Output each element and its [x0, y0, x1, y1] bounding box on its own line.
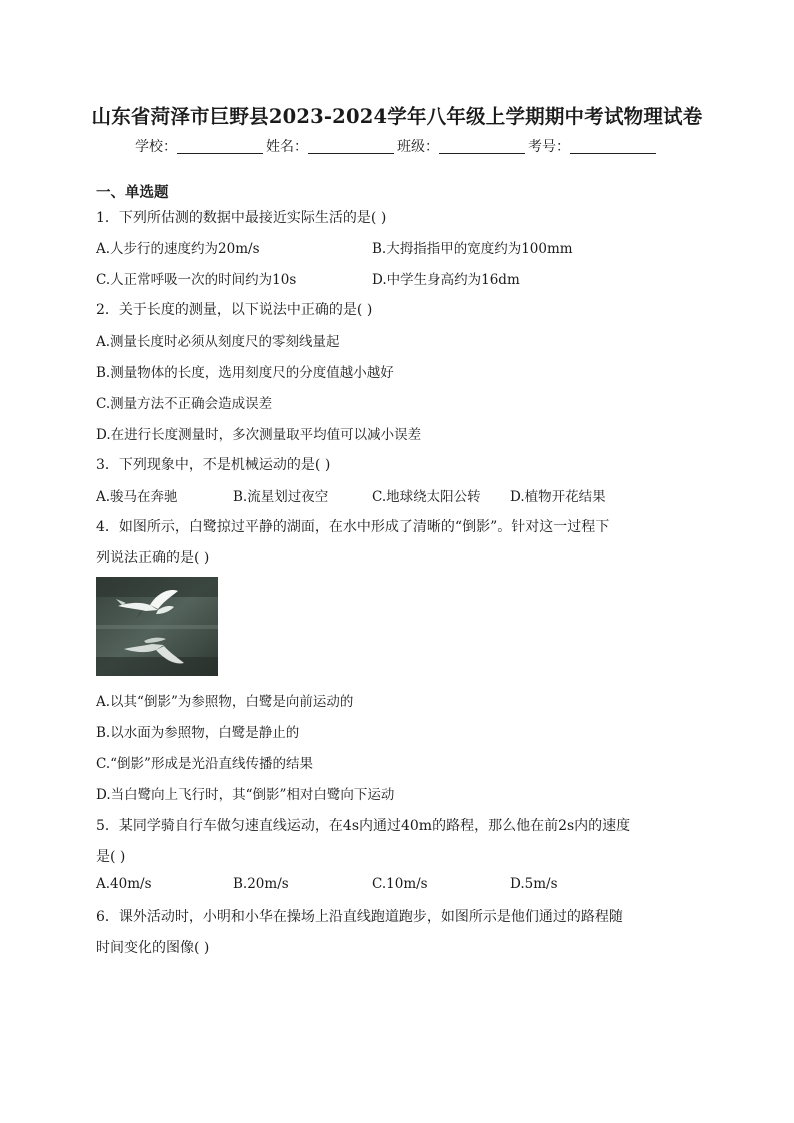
question-3-option-a: A.骏马在奔驰 [96, 489, 178, 505]
question-5-stem-line-2: 是( ) [96, 849, 126, 865]
question-1-option-b: B.大拇指指甲的宽度约为100mm [372, 241, 573, 257]
question-5-option-c: C.10m/s [372, 876, 428, 892]
question-3-option-b: B.流星划过夜空 [233, 489, 329, 505]
question-6-stem-line-2: 时间变化的图像( ) [96, 940, 210, 956]
question-4-stem-line-2: 列说法正确的是( ) [96, 550, 210, 566]
question-1-option-c: C.人正常呼吸一次的时间约为10s [96, 272, 297, 288]
question-1-stem: 1．下列所估测的数据中最接近实际生活的是( ) [96, 210, 387, 226]
question-5-stem-line-1: 5．某同学骑自行车做匀速直线运动，在4s内通过40m的路程，那么他在前2s内的速度 [96, 818, 631, 834]
question-4-option-c: C.“倒影”形成是光沿直线传播的结果 [96, 756, 313, 772]
question-1-option-d: D.中学生身高约为16dm [372, 272, 520, 288]
question-2-option-a: A.测量长度时必须从刻度尺的零刻线量起 [96, 334, 340, 350]
class-label: 班级： [397, 139, 439, 155]
question-5-option-a: A.40m/s [96, 876, 152, 892]
question-2-stem: 2．关于长度的测量，以下说法中正确的是( ) [96, 302, 373, 318]
exam-number-blank[interactable] [570, 139, 656, 154]
question-4-option-a: A.以其“倒影”为参照物，白鹭是向前运动的 [96, 694, 354, 710]
exam-number-label: 考号： [528, 139, 570, 155]
name-label: 姓名： [266, 139, 308, 155]
question-4-option-b: B.以水面为参照物，白鹭是静止的 [96, 725, 300, 741]
question-2-option-d: D.在进行长度测量时，多次测量取平均值可以减小误差 [96, 427, 422, 443]
exam-title: 山东省菏泽市巨野县2023-2024学年八年级上学期期中考试物理试卷 [91, 105, 703, 128]
question-6-stem-line-1: 6．课外活动时，小明和小华在操场上沿直线跑道跑步，如图所示是他们通过的路程随 [96, 909, 623, 925]
question-5-option-d: D.5m/s [510, 876, 558, 892]
student-info-row [0, 136, 794, 156]
question-3-option-c: C.地球绕太阳公转 [372, 489, 481, 505]
question-4-stem-line-1: 4．如图所示，白鹭掠过平静的湖面，在水中形成了清晰的“倒影”。针对这一过程下 [96, 519, 610, 535]
question-1-option-a: A.人步行的速度约为20m/s [96, 241, 260, 257]
name-blank[interactable] [308, 139, 394, 154]
class-blank[interactable] [439, 139, 525, 154]
school-blank[interactable] [177, 139, 263, 154]
egret-reflection-photo [96, 577, 218, 676]
question-2-option-c: C.测量方法不正确会造成误差 [96, 396, 273, 412]
question-3-stem: 3．下列现象中，不是机械运动的是( ) [96, 457, 331, 473]
question-4-option-d: D.当白鹭向上飞行时，其“倒影”相对白鹭向下运动 [96, 787, 395, 803]
question-3-option-d: D.植物开花结果 [510, 489, 606, 505]
section-heading: 一、单选题 [96, 184, 169, 201]
school-label: 学校： [135, 139, 177, 155]
question-5-option-b: B.20m/s [233, 876, 289, 892]
question-2-option-b: B.测量物体的长度，选用刻度尺的分度值越小越好 [96, 365, 394, 381]
